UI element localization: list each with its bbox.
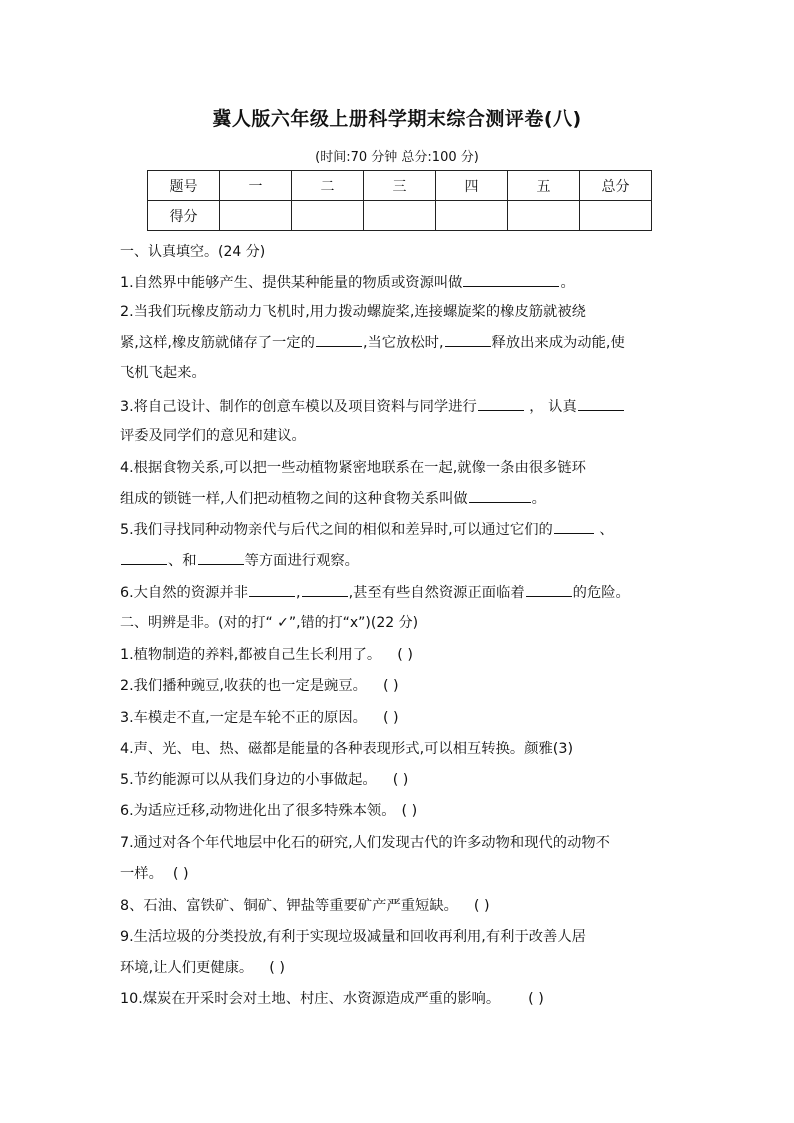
answer-blank[interactable]	[249, 582, 295, 597]
question-3-line-2: 评委及同学们的意见和建议。	[120, 428, 306, 444]
answer-blank[interactable]	[478, 396, 524, 411]
question-6: 6.大自然的资源并非 , ,甚至有些自然资源正面临着 的危险。	[120, 582, 630, 603]
answer-blank[interactable]	[578, 396, 624, 411]
score-entry-cell[interactable]	[364, 201, 436, 231]
answer-parentheses[interactable]: ( )	[172, 866, 189, 882]
answer-blank[interactable]	[445, 332, 491, 347]
judge-item-1: 1.植物制造的养料,都被自己生长利用了。 ( )	[120, 647, 413, 663]
answer-parentheses[interactable]: ( )	[269, 960, 285, 976]
question-2-line-2: 紧,这样,橡皮筋就储存了一定的 ,当它放松时, 释放出来成为动能,使	[120, 332, 625, 353]
judge-item-4: 4.声、光、电、热、磁都是能量的各种表现形式,可以相互转换。颜雅(3)	[120, 741, 574, 757]
answer-blank[interactable]	[302, 582, 348, 597]
score-cell: 题号	[148, 171, 220, 201]
answer-parentheses[interactable]: ( )	[473, 898, 490, 914]
answer-blank[interactable]	[526, 582, 572, 597]
answer-parentheses[interactable]: ( )	[382, 678, 399, 694]
question-1: 1.自然界中能够产生、提供某种能量的物质或资源叫做 。	[120, 272, 575, 293]
score-entry-cell[interactable]	[508, 201, 580, 231]
answer-blank[interactable]	[198, 550, 244, 565]
answer-parentheses[interactable]: ( )	[401, 803, 418, 819]
judge-item-2: 2.我们播种豌豆,收获的也一定是豌豆。 ( )	[120, 678, 399, 694]
judge-item-7-line-1: 7.通过对各个年代地层中化石的研究,人们发现古代的许多动物和现代的动物不	[120, 835, 610, 851]
section1-heading: 一、认真填空。(24 分)	[120, 244, 266, 260]
score-cell: 五	[508, 171, 580, 201]
exam-title: 冀人版六年级上册科学期末综合测评卷(八)	[212, 108, 582, 130]
score-entry-cell[interactable]	[580, 201, 652, 231]
answer-blank[interactable]	[469, 488, 531, 503]
score-table-score-row	[148, 201, 652, 231]
question-3-line-1: 3.将自己设计、制作的创意车模以及项目资料与同学进行 ， 认真	[120, 396, 625, 417]
judge-item-10: 10.煤炭在开采时会对土地、村庄、水资源造成严重的影响。 ( )	[120, 991, 544, 1007]
exam-subtitle: (时间:70 分钟 总分:100 分)	[315, 150, 479, 165]
question-4-line-2: 组成的锁链一样,人们把动植物之间的这种食物关系叫做 。	[120, 488, 546, 509]
judge-item-3: 3.车模走不直,一定是车轮不正的原因。 ( )	[120, 710, 399, 726]
question-5-line-2: 、和 等方面进行观察。	[120, 550, 359, 571]
answer-blank[interactable]	[554, 519, 594, 534]
answer-parentheses[interactable]: ( )	[392, 772, 409, 788]
answer-blank[interactable]	[463, 272, 559, 287]
score-cell: 三	[364, 171, 436, 201]
judge-item-6: 6.为适应迁移,动物进化出了很多特殊本领。 ( )	[120, 803, 418, 819]
answer-blank[interactable]	[316, 332, 362, 347]
score-cell: 总分	[580, 171, 652, 201]
score-cell: 四	[436, 171, 508, 201]
score-table-header-row	[148, 171, 652, 201]
section2-heading: 二、明辨是非。(对的打“ ✓”,错的打“x”)(22 分)	[120, 615, 419, 631]
score-entry-cell[interactable]	[436, 201, 508, 231]
judge-item-9-line-1: 9.生活垃圾的分类投放,有利于实现垃圾减量和回收再利用,有利于改善人居	[120, 929, 586, 945]
score-table	[147, 170, 652, 231]
answer-parentheses[interactable]: ( )	[397, 647, 413, 663]
score-entry-cell[interactable]	[220, 201, 292, 231]
score-cell: 二	[292, 171, 364, 201]
answer-parentheses[interactable]: ( )	[382, 710, 399, 726]
question-5-line-1: 5.我们寻找同种动物亲代与后代之间的相似和差异时,可以通过它们的 、	[120, 519, 614, 540]
judge-item-7-line-2: 一样。 ( )	[120, 866, 189, 882]
judge-item-9-line-2: 环境,让人们更健康。 ( )	[120, 960, 285, 976]
question-2-line-3: 飞机飞起来。	[120, 365, 206, 381]
score-entry-cell[interactable]	[292, 201, 364, 231]
score-cell: 一	[220, 171, 292, 201]
question-2-line-1: 2.当我们玩橡皮筋动力飞机时,用力拨动螺旋桨,连接螺旋桨的橡皮筋就被绕	[120, 304, 586, 320]
judge-item-5: 5.节约能源可以从我们身边的小事做起。 ( )	[120, 772, 409, 788]
score-row-label: 得分	[148, 201, 220, 231]
judge-item-8: 8、石油、富铁矿、铜矿、钾盐等重要矿产严重短缺。 ( )	[120, 898, 490, 914]
question-4-line-1: 4.根据食物关系,可以把一些动植物紧密地联系在一起,就像一条由很多链环	[120, 460, 586, 476]
answer-parentheses[interactable]: ( )	[528, 991, 544, 1007]
answer-blank[interactable]	[121, 550, 167, 565]
